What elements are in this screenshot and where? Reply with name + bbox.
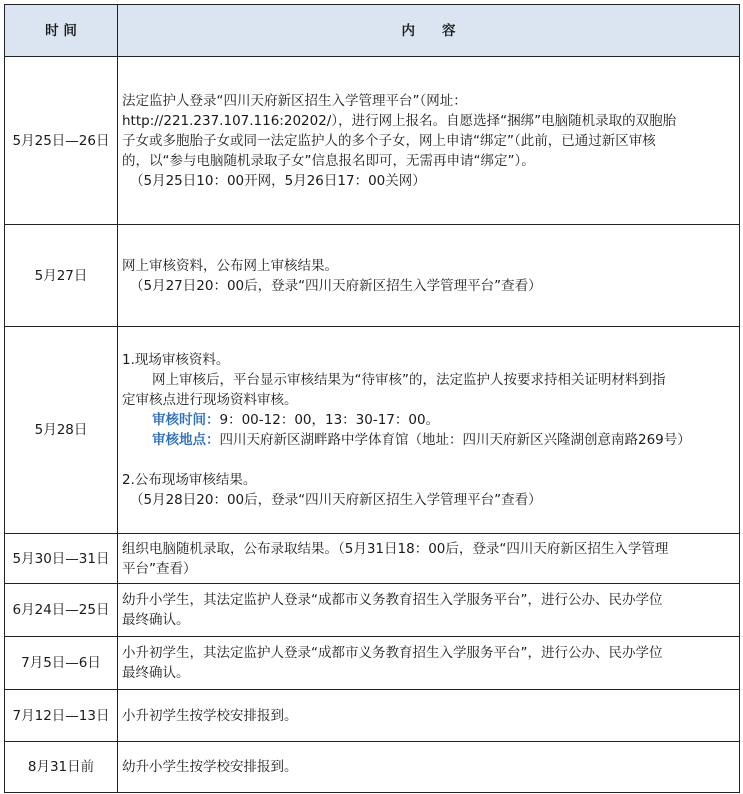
content-note: （5月28日20：00后，登录“四川天府新区招生入学管理平台”查看）	[130, 492, 542, 508]
row-date: 7月5日—6日	[5, 637, 118, 690]
review-time-value: 9：00-12：00，13：30-17：00。	[219, 412, 440, 428]
content-line: 小升初学生按学校安排报到。	[122, 707, 298, 724]
item-title: 2.公布现场审核结果。	[122, 472, 257, 488]
row-content	[118, 637, 740, 690]
review-place	[122, 430, 733, 450]
row-content	[118, 584, 740, 637]
row-date: 6月24日—25日	[5, 584, 118, 637]
row-content	[118, 742, 740, 793]
header-row	[5, 5, 740, 57]
review-place-label: 审核地点：	[152, 432, 220, 448]
table-row	[5, 742, 740, 793]
content-line: 的，以“参与电脑随机录取子女”信息报名即可，无需再申请“绑定”）。	[122, 152, 535, 169]
row-date: 5月25日—26日	[5, 57, 118, 225]
content-line: 子女或多胞胎子女或同一法定监护人的多个子女，网上申请“绑定”（此前，已通过新区审核	[122, 132, 656, 149]
header-content: 内 容	[118, 5, 740, 57]
row-content	[118, 327, 740, 534]
content-note: （5月27日20：00后，登录“四川天府新区招生入学管理平台”查看）	[130, 277, 542, 294]
row-content	[118, 690, 740, 742]
content-line: 幼升小学生按学校安排报到。	[122, 759, 298, 775]
content-line: 网上审核后，平台显示审核结果为“待审核”的，法定监护人按要求持相关证明材料到指	[152, 372, 666, 388]
table-row	[5, 225, 740, 327]
row-content	[118, 57, 740, 225]
content-line: 定审核点进行现场资料审核。	[122, 392, 298, 408]
table-row	[5, 584, 740, 637]
row-date: 8月31日前	[5, 742, 118, 793]
table-row	[5, 57, 740, 225]
review-place-value: 四川天府新区湖畔路中学体育馆（地址：四川天府新区兴隆湖创意南路269号）	[219, 432, 691, 448]
content-line: 网上审核资料，公布网上审核结果。	[122, 257, 338, 274]
content-line: 平台”查看）	[122, 560, 197, 577]
review-time	[122, 410, 733, 430]
table-row	[5, 690, 740, 742]
table-row	[5, 534, 740, 584]
content-line: 最终确认。	[122, 612, 190, 628]
header-time: 时 间	[5, 5, 118, 57]
content-line: http://221.237.107.116:20202/），进行网上报名。自愿选择“捆绑”电脑随机录取的双胞胎	[122, 112, 677, 129]
row-content	[118, 534, 740, 584]
row-date: 5月28日	[5, 327, 118, 534]
row-content	[118, 225, 740, 327]
table-row	[5, 637, 740, 690]
spacer	[122, 450, 733, 470]
content-note: （5月25日10：00开网，5月26日17：00关网）	[130, 172, 426, 189]
table-row	[5, 327, 740, 534]
content-line: 幼升小学生，其法定监护人登录“成都市义务教育招生入学服务平台”，进行公办、民办学位	[122, 592, 663, 608]
content-line: 法定监护人登录“四川天府新区招生入学管理平台”（网址：	[122, 92, 467, 109]
content-line: 最终确认。	[122, 665, 190, 681]
review-time-label: 审核时间：	[152, 412, 220, 428]
row-date: 7月12日—13日	[5, 690, 118, 742]
content-line: 组织电脑随机录取，公布录取结果。（5月31日18：00后，登录“四川天府新区招生入学管理	[122, 540, 669, 557]
row-date: 5月30日—31日	[5, 534, 118, 584]
schedule-table	[4, 4, 740, 793]
item-title: 1.现场审核资料。	[122, 352, 230, 368]
content-line: 小升初学生，其法定监护人登录“成都市义务教育招生入学服务平台”，进行公办、民办学位	[122, 645, 663, 661]
row-date: 5月27日	[5, 225, 118, 327]
